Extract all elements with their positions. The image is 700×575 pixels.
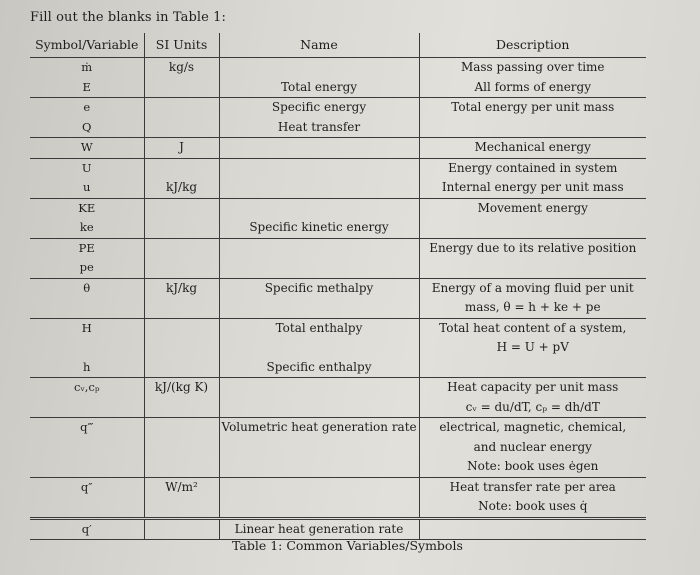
table-row xyxy=(30,218,646,238)
cell-units xyxy=(144,318,219,358)
cell-name xyxy=(219,78,419,98)
cell-description-line: Note: book uses ėgen xyxy=(467,459,599,473)
cell-units xyxy=(144,158,219,178)
cell-name xyxy=(219,238,419,258)
cell-description-line: Heat transfer rate per area xyxy=(449,479,616,494)
cell-name xyxy=(219,198,419,218)
cell-name xyxy=(219,58,419,78)
cell-description-line: Total energy per unit mass xyxy=(451,100,615,114)
cell-description-line: Total heat content of a system, xyxy=(439,320,627,335)
table-row xyxy=(30,138,646,159)
cell-units xyxy=(144,78,219,98)
cell-name xyxy=(219,518,419,540)
cell-name xyxy=(219,418,419,478)
variables-table xyxy=(30,33,646,540)
cell-units xyxy=(144,218,219,238)
cell-name xyxy=(219,358,419,378)
cell-units: kJ/kg xyxy=(144,278,219,318)
table-row xyxy=(30,98,646,118)
table-row xyxy=(30,158,646,178)
cell-name-line: Total enthalpy xyxy=(275,320,363,335)
table-row xyxy=(30,58,646,78)
cell-units xyxy=(144,518,219,540)
cell-name xyxy=(219,178,419,198)
cell-name-line: Specific energy xyxy=(271,100,367,114)
cell-symbol: q′ xyxy=(30,518,144,540)
table-row xyxy=(30,358,646,378)
cell-symbol: Q xyxy=(30,118,144,138)
cell-description xyxy=(419,178,646,198)
header-symbol: Symbol/Variable xyxy=(30,33,144,58)
cell-description-line: mass, θ = h + ke + pe xyxy=(464,300,601,314)
table-body xyxy=(30,58,646,540)
cell-symbol: PE xyxy=(78,240,95,255)
cell-description xyxy=(419,258,646,278)
table-row xyxy=(30,418,646,478)
cell-units: kg/s xyxy=(144,58,219,78)
cell-name xyxy=(219,278,419,318)
table-row xyxy=(30,78,646,98)
cell-description xyxy=(419,138,646,159)
header-units: SI Units xyxy=(144,33,219,58)
cell-symbol: cᵥ,cₚ xyxy=(30,378,144,418)
cell-units xyxy=(144,258,219,278)
cell-name xyxy=(219,477,419,518)
cell-symbol: q″ xyxy=(30,477,144,518)
cell-name xyxy=(219,138,419,159)
table-row xyxy=(30,238,646,258)
cell-description-line: Mechanical energy xyxy=(474,140,591,154)
cell-symbol: u xyxy=(30,178,144,198)
cell-description xyxy=(419,518,646,540)
cell-description-line: Movement energy xyxy=(477,200,588,215)
cell-name-line: Specific enthalpy xyxy=(266,359,372,374)
cell-description xyxy=(419,118,646,138)
cell-description xyxy=(419,78,646,98)
header-name: Name xyxy=(219,33,419,58)
cell-name xyxy=(219,158,419,178)
table-row xyxy=(30,278,646,318)
cell-name xyxy=(219,318,419,358)
table-row xyxy=(30,178,646,198)
cell-units: kJ/(kg K) xyxy=(144,378,219,418)
table-row xyxy=(30,258,646,278)
cell-description-line: Energy of a moving fluid per unit xyxy=(431,280,634,295)
cell-symbol: E xyxy=(30,78,144,98)
table-header-row xyxy=(30,33,646,58)
table-row xyxy=(30,378,646,418)
cell-description-line: All forms of energy xyxy=(474,79,592,94)
cell-symbol: W xyxy=(30,138,144,159)
cell-symbol: U xyxy=(81,160,92,175)
cell-description xyxy=(419,238,646,258)
cell-description xyxy=(419,418,646,478)
cell-symbol: θ xyxy=(30,278,144,318)
cell-description xyxy=(419,218,646,238)
cell-description-line: Energy due to its relative position xyxy=(429,240,637,255)
cell-units xyxy=(144,198,219,218)
cell-name-line: Heat transfer xyxy=(277,119,361,134)
cell-name xyxy=(219,118,419,138)
cell-name xyxy=(219,218,419,238)
cell-name-line: Linear heat generation rate xyxy=(234,521,404,536)
cell-symbol: ke xyxy=(30,218,144,238)
cell-units xyxy=(144,358,219,378)
cell-description xyxy=(419,358,646,378)
cell-units xyxy=(144,118,219,138)
cell-symbol: h xyxy=(30,358,144,378)
cell-description-line: Mass passing over time xyxy=(460,60,605,74)
cell-description xyxy=(419,278,646,318)
cell-name-line: Volumetric heat generation rate xyxy=(221,420,417,434)
table-row xyxy=(30,198,646,218)
header-description: Description xyxy=(419,33,646,58)
cell-symbol: pe xyxy=(30,258,144,278)
cell-description-line: Energy contained in system xyxy=(448,160,618,175)
cell-symbol: H xyxy=(81,320,92,335)
cell-description-line: Note: book uses q̇ xyxy=(478,499,588,513)
cell-description-line: Heat capacity per unit mass xyxy=(447,380,619,394)
cell-description xyxy=(419,477,646,518)
cell-units: J xyxy=(144,138,219,159)
table-row xyxy=(30,477,646,518)
cell-name-line: Specific kinetic energy xyxy=(249,220,389,234)
cell-name xyxy=(219,98,419,118)
cell-description xyxy=(419,58,646,78)
cell-description-line: Internal energy per unit mass xyxy=(441,180,624,194)
cell-units xyxy=(144,98,219,118)
cell-name xyxy=(219,258,419,278)
cell-symbol: q‴ xyxy=(30,418,144,478)
table-caption: Table 1: Common Variables/Symbols xyxy=(232,538,463,553)
table-row xyxy=(30,118,646,138)
cell-units xyxy=(144,238,219,258)
table-row xyxy=(30,518,646,540)
cell-description xyxy=(419,198,646,218)
cell-symbol: e xyxy=(83,100,91,114)
cell-description xyxy=(419,378,646,418)
cell-units xyxy=(144,418,219,478)
cell-description-line: H = U + pV xyxy=(496,340,569,354)
cell-description-line: and nuclear energy xyxy=(473,439,592,454)
cell-name-line: Specific methalpy xyxy=(264,280,374,295)
cell-symbol: KE xyxy=(78,200,96,215)
cell-description xyxy=(419,318,646,358)
cell-units: W/m² xyxy=(144,477,219,518)
cell-units: kJ/kg xyxy=(144,178,219,198)
cell-description-line: electrical, magnetic, chemical, xyxy=(439,420,627,434)
cell-description xyxy=(419,158,646,178)
cell-symbol: ṁ xyxy=(81,60,93,74)
cell-name xyxy=(219,378,419,418)
table-row xyxy=(30,318,646,358)
instruction-text: Fill out the blanks in Table 1: xyxy=(30,10,227,25)
cell-description xyxy=(419,98,646,118)
cell-name-line: Total energy xyxy=(280,79,358,94)
cell-description-line: cᵥ = du/dT, cₚ = dh/dT xyxy=(465,399,600,414)
